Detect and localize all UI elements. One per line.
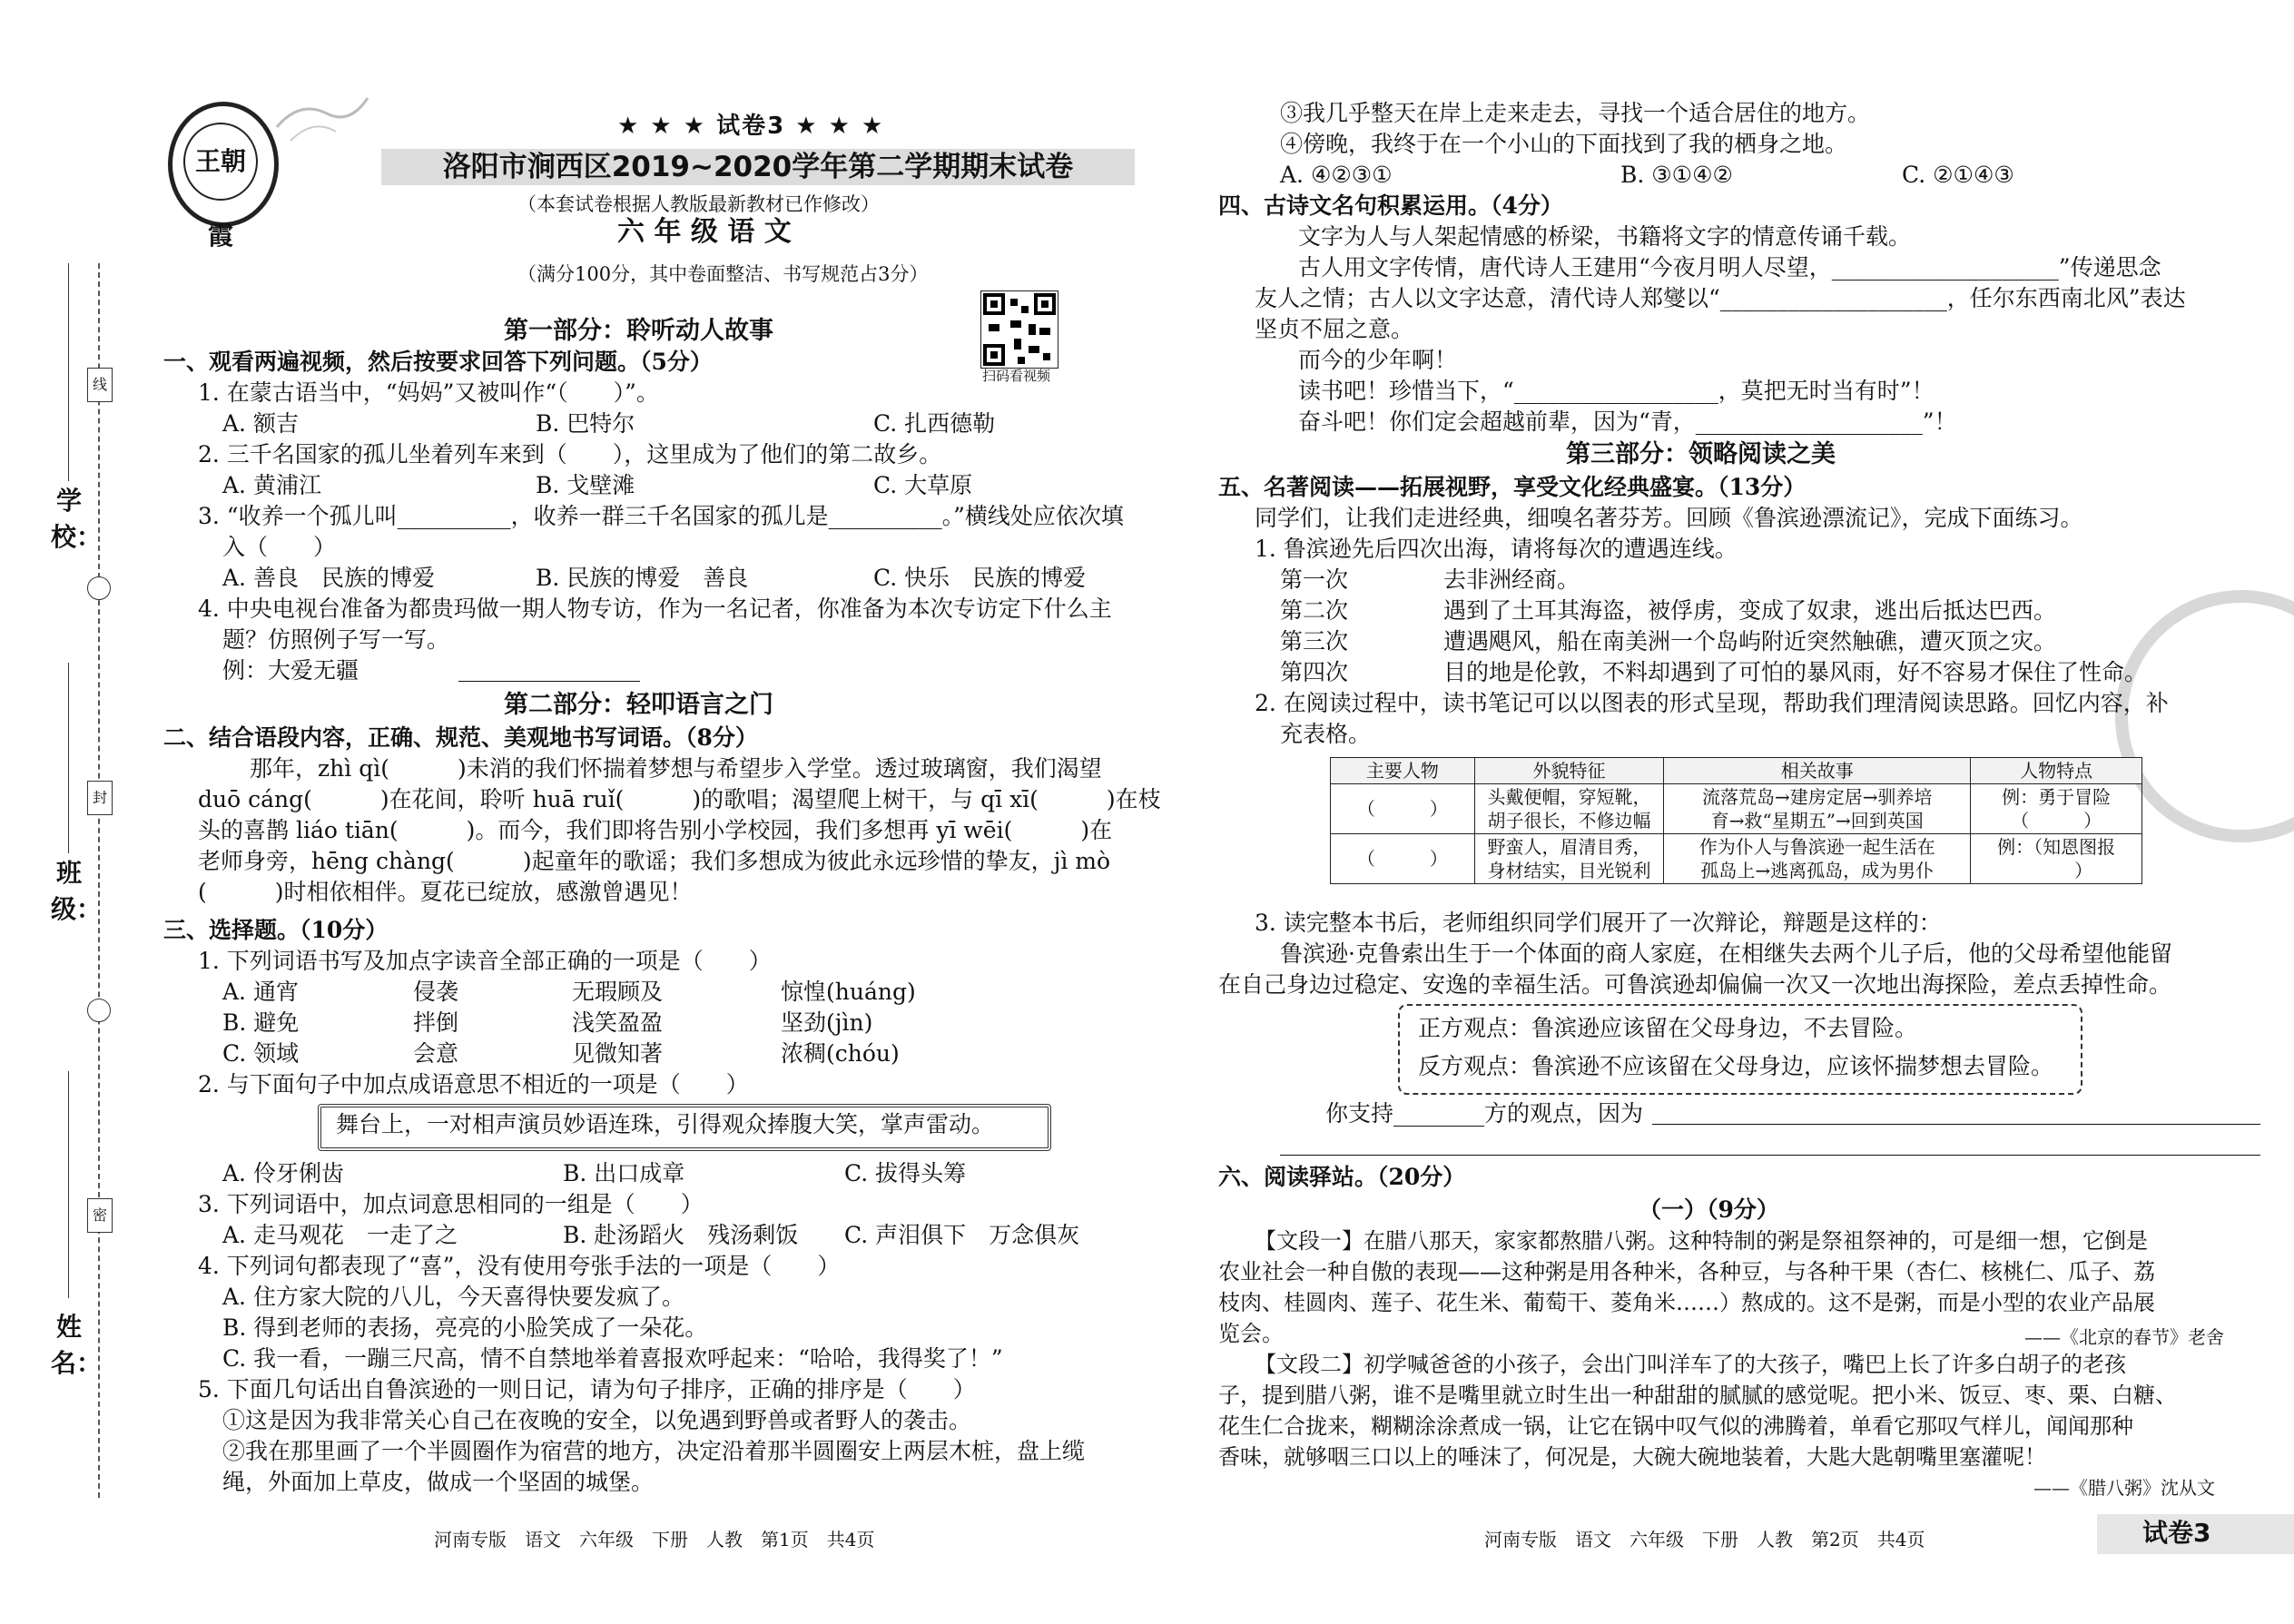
q3-4-option-b[interactable]: B. 得到老师的表扬，亮亮的小脸笑成了一朵花。 [222,1314,708,1341]
q1-2-option-a[interactable]: A. 黄浦江 [222,472,321,498]
q3-1-a-label[interactable]: A. 通宵 [222,979,299,1005]
q4-line-5: 而今的少年啊！ [1298,347,1458,373]
ribbon-decoration-icon [272,91,372,145]
school-label: 学校： [51,486,103,552]
q3-5-option-c[interactable]: C. ②①④③ [1902,162,2014,188]
passage1-line-4: 览会。 [1218,1321,1284,1346]
q5-3-your-view: 你支持________方的观点，因为 [1325,1100,1644,1127]
q3-1-c-word3: 见微知著 [572,1040,664,1067]
q3-4-option-a[interactable]: A. 住方家大院的八儿，今天喜得快要发疯了。 [222,1284,684,1310]
passage1-line-2: 农业社会一种自傲的表现——这种粥是用各种米，各种豆，与各种干果（杏仁、核桃仁、瓜子、荔 [1218,1259,2155,1284]
passage1-line-1: 【文段一】在腊八那天，家家都熬腊八粥。这种特制的粥是祭祖祭神的，可是细一想，它倒是 [1255,1228,2148,1254]
q5-1-stem: 1. 鲁滨逊先后四次出海，请将每次的遭遇连线。 [1255,536,1738,562]
q3-title: 三、选择题。（10分） [163,917,389,943]
name-field-line[interactable] [68,1071,69,1298]
score-note: （满分100分，其中卷面整洁、书写规范占3分） [517,263,929,285]
passage2-line-3: 花生仁合拢来，糊糊涂涂煮成一锅，让它在锅中叹气似的沸腾着，单看它那叹气样儿，闻闻那种 [1218,1413,2133,1439]
q5-intro: 同学们，让我们走进经典，细嗅名著芬芳。回顾《鲁滨逊漂流记》，完成下面练习。 [1255,505,2083,531]
q1-4-stem-cont: 题？仿照例子写一写。 [222,626,450,653]
q5-1-trip-3[interactable]: 第三次 [1280,628,1349,655]
q1-4-example: 例：大爱无疆 [222,657,359,684]
q3-3-option-c[interactable]: C. 声泪俱下 万念俱灰 [844,1222,1080,1248]
q1-3-option-c[interactable]: C. 快乐 民族的博爱 [873,565,1087,591]
binding-circle-icon [87,576,111,600]
q3-3-option-a[interactable]: A. 走马观花 一走了之 [222,1222,458,1248]
q3-2-option-a[interactable]: A. 伶牙俐齿 [222,1160,344,1186]
binding-dashed-line [98,263,100,1498]
table-row [1331,784,2142,834]
class-field-line[interactable] [68,663,69,853]
table-cell-appearance: 野蛮人，眉清目秀， 身材结实，目光锐利 [1474,834,1663,884]
q3-5-sentence-3: ③我几乎整天在岸上走来走去，寻找一个适合居住的地方。 [1280,100,1871,126]
q3-1-b-word2: 拌倒 [413,1009,459,1036]
q5-3-passage-2: 在自己身边过稳定、安逸的幸福生活。可鲁滨逊却偏偏一次又一次地出海探险，差点丢掉性命。 [1218,971,2172,998]
q1-1-option-c[interactable]: C. 扎西德勒 [873,410,996,437]
passage1-line-3: 枝肉、桂圆肉、莲子、花生米、葡萄干、菱角米……）熬成的。这不是粥，而是小型的农业产品展 [1218,1290,2155,1315]
q3-1-b-word3: 浅笑盈盈 [572,1009,664,1036]
table-header-cell: 相关故事 [1664,758,1971,784]
passage2-line-4: 香味，就够咽三口以上的唾沫了，何况是，大碗大碗地装着，大匙大匙朝嘴里塞灌呢！ [1218,1444,2046,1470]
passage2-source: ——《腊八粥》沈从文 [2033,1477,2215,1499]
school-field-line[interactable] [68,263,69,481]
q3-5-sentence-2: ②我在那里画了一个半圆圈作为宿营的地方，决定沿着那半圆圈安上两层木桩，盘上缆 [222,1438,1086,1464]
qr-code-icon[interactable] [980,290,1058,369]
q3-1-a-word2: 侵袭 [413,979,459,1005]
debate-pro: 正方观点：鲁滨逊应该留在父母身边，不去冒险。 [1418,1015,1918,1041]
q4-line-4: 坚贞不屈之意。 [1255,316,1414,342]
passage1-source: ——《北京的春节》老舍 [2024,1326,2224,1348]
q3-4-stem: 4. 下列词句都表现了“喜”，没有使用夸张手法的一项是（ ） [198,1253,841,1279]
q5-3-answer-line-1[interactable] [1652,1124,2260,1125]
q3-4-option-c[interactable]: C. 我一看，一蹦三尺高，情不自禁地举着喜报欢呼起来：“哈哈，我得奖了！” [222,1345,1003,1372]
q3-1-stem: 1. 下列词语书写及加点字读音全部正确的一项是（ ） [198,948,772,974]
q1-4-answer-line[interactable] [458,681,640,682]
q5-1-event-4[interactable]: 目的地是伦敦，不料却遇到了可怕的暴风雨，好不容易才保住了性命。 [1443,659,2148,685]
q1-3-stem: 3. “收养一个孤儿叫__________，收养一群三千名国家的孤儿是__________。”横线处应依次填 [198,503,1124,529]
q1-1-option-a[interactable]: A. 额吉 [222,410,299,437]
q3-5-sentence-4: ④傍晚，我终于在一个小山的下面找到了我的栖身之地。 [1280,131,1848,157]
q5-3-stem: 3. 读完整本书后，老师组织同学们展开了一次辩论，辩题是这样的： [1255,910,1942,936]
q2-title: 二、结合语段内容，正确、规范、美观地书写词语。（8分） [163,724,758,751]
binding-tag-secret: 密 [87,1198,113,1233]
q5-1-trip-2[interactable]: 第二次 [1280,597,1349,624]
q3-1-b-word4: 坚劲(jìn) [781,1009,873,1036]
q3-3-stem: 3. 下列词语中，加点词意思相同的一组是（ ） [198,1191,704,1217]
q3-3-option-b[interactable]: B. 赴汤蹈火 残汤剩饭 [563,1222,799,1248]
reading-notes-table [1330,757,2142,884]
corner-tag: 试卷3 [2142,1518,2211,1548]
q1-2-stem: 2. 三千名国家的孤儿坐着列车来到（ ），这里成为了他们的第二故乡。 [198,441,942,468]
table-cell-character[interactable]: （ ） [1331,784,1475,834]
q5-1-trip-4[interactable]: 第四次 [1280,659,1349,685]
part1-title: 第一部分：聆听动人故事 [504,317,773,345]
name-label: 姓名： [51,1312,103,1378]
left-footer: 河南专版 语文 六年级 下册 人教 第1页 共4页 [434,1529,875,1550]
q4-line-3: 友人之情；古人以文字达意，清代诗人郑燮以“____________________，任尔东西南北风”表达 [1255,285,2186,311]
q3-1-c-word2: 会意 [413,1040,459,1067]
paper-title: 洛阳市涧西区2019~2020学年第二学期期末试卷 [381,149,1135,185]
table-cell-trait[interactable]: 例：勇于冒险 （ ） [1971,784,2142,834]
q4-line-2: 古人用文字传情，唐代诗人王建用“今夜月明人尽望，____________________”传递思念 [1298,254,2161,281]
q3-2-option-c[interactable]: C. 拔得头筹 [844,1160,967,1186]
binding-tag-line: 线 [87,368,113,402]
q1-1-stem: 1. 在蒙古语当中，“妈妈”又被叫作“（ ）”。 [198,379,659,406]
q3-5-sentence-1: ①这是因为我非常关心自己在夜晚的安全，以免遇到野兽或者野人的袭击。 [222,1407,972,1433]
q1-3-option-b[interactable]: B. 民族的博爱 善良 [536,565,749,591]
q3-5-stem: 5. 下面几句话出自鲁滨逊的一则日记，请为句子排序，正确的排序是（ ） [198,1376,976,1403]
q5-1-event-1[interactable]: 去非洲经商。 [1443,566,1580,593]
right-footer: 河南专版 语文 六年级 下册 人教 第2页 共4页 [1484,1529,1925,1550]
table-header-cell: 主要人物 [1331,758,1475,784]
q1-2-option-c[interactable]: C. 大草原 [873,472,973,498]
q3-5-sentence-2-cont: 绳，外面加上草皮，做成一个坚固的城堡。 [222,1469,655,1495]
q6-title: 六、阅读驿站。（20分） [1218,1164,1466,1190]
paper-tag: ★ ★ ★ 试卷3 ★ ★ ★ [617,113,885,140]
q3-1-a-word3: 无瑕顾及 [572,979,664,1005]
q1-2-option-b[interactable]: B. 戈壁滩 [536,472,635,498]
q5-1-trip-1[interactable]: 第一次 [1280,566,1349,593]
q5-title: 五、名著阅读——拓展视野，享受文化经典盛宴。（13分） [1218,474,1807,500]
logo-emblem [168,102,279,251]
q1-4-stem: 4. 中央电视台准备为都贵玛做一期人物专访，作为一名记者，你准备为本次专访定下什么主 [198,595,1112,622]
q2-line-5: ( )时相依相伴。夏花已绽放，感激曾遇见！ [198,879,693,905]
part3-title: 第三部分：领略阅读之美 [1566,440,1836,468]
table-cell-appearance: 头戴便帽，穿短靴， 胡子很长，不修边幅 [1474,784,1663,834]
part2-title: 第二部分：轻叩语言之门 [504,691,773,719]
q5-3-answer-line-2[interactable] [1280,1155,2260,1156]
table-header-row [1331,758,2142,784]
table-cell-trait[interactable]: 例：（知恩图报 ） [1971,834,2142,884]
right-page [1180,0,2294,1624]
qr-caption: 扫码看视频 [982,368,1051,384]
debate-con: 反方观点：鲁滨逊不应该留在父母身边，应该怀揣梦想去冒险。 [1418,1053,2054,1079]
q5-2-stem: 2. 在阅读过程中，读书笔记可以以图表的形式呈现，帮助我们理清阅读思路。回忆内容，补 [1255,690,2169,716]
q4-title: 四、古诗文名句积累运用。（4分） [1218,192,1563,219]
q3-2-stem: 2. 与下面句子中加点成语意思不相近的一项是（ ） [198,1071,749,1097]
table-cell-story: 流落荒岛→建房定居→驯养培 育→救“星期五”→回到英国 [1664,784,1971,834]
q5-1-event-3[interactable]: 遭遇飓风，船在南美洲一个岛屿附近突然触礁，遭灭顶之灾。 [1443,628,2057,655]
q4-line-7: 奋斗吧！你们定会超越前辈，因为“青，____________________”！ [1298,408,1957,435]
logo-text: 王朝霞 [183,123,258,201]
q1-title: 一、观看两遍视频，然后按要求回答下列问题。（5分） [163,349,713,375]
q2-line-4: 老师身旁，hēng chàng( )起童年的歌谣；我们多想成为彼此永远珍惜的挚友，jì mò [198,848,1111,874]
q5-2-stem-cont: 充表格。 [1280,721,1372,747]
passage2-line-2: 子，提到腊八粥，谁不是嘴里就立时生出一种甜甜的腻腻的感觉呢。把小米、饭豆、枣、栗、白糖、 [1218,1383,2177,1408]
q1-1-option-b[interactable]: B. 巴特尔 [536,410,635,437]
q6-subtitle: （一）（9分） [1639,1196,1779,1223]
subject-title: 六 年 级 语 文 [617,216,792,248]
table-row [1331,834,2142,884]
q1-3-stem-cont: 入（ ） [222,534,337,560]
class-label: 班级： [51,858,103,924]
q1-3-option-a[interactable]: A. 善良 民族的博爱 [222,565,435,591]
binding-circle-icon [87,999,111,1022]
table-cell-character[interactable]: （ ） [1331,834,1475,884]
q5-3-passage-1: 鲁滨逊·克鲁索出生于一个体面的商人家庭，在相继失去两个儿子后，他的父母希望他能留 [1280,940,2172,967]
q2-line-1: 那年，zhì qì( )未消的我们怀揣着梦想与希望步入学堂。透过玻璃窗，我们渴望 [250,755,1102,782]
q4-line-1: 文字为人与人架起情感的桥梁，书籍将文字的情意传诵千载。 [1298,223,1912,250]
q5-1-event-2[interactable]: 遇到了土耳其海盗，被俘虏，变成了奴隶，逃出后抵达巴西。 [1443,597,2057,624]
q3-2-quote: 舞台上，一对相声演员妙语连珠，引得观众捧腹大笑，掌声雷动。 [336,1111,995,1137]
q3-1-a-word4: 惊惶(huáng) [781,979,916,1005]
paper-subtitle: （本套试卷根据人教版最新教材已作修改） [517,193,880,215]
table-cell-story: 作为仆人与鲁滨逊一起生活在 孤岛上→逃离孤岛，成为男仆 [1664,834,1971,884]
table-header-cell: 人物特点 [1971,758,2142,784]
q3-2-option-b[interactable]: B. 出口成章 [563,1160,685,1186]
q3-1-c-word4: 浓稠(chóu) [781,1040,900,1067]
q2-line-2: duō cáng( )在花间，聆听 huā ruǐ( )的歌唱；渴望爬上树干，与 qī xī( )在枝 [198,786,1161,812]
q3-5-option-a[interactable]: A. ④②③① [1280,162,1393,188]
q3-5-option-b[interactable]: B. ③①④② [1620,162,1733,188]
q3-1-b-label[interactable]: B. 避免 [222,1009,300,1036]
q3-1-c-label[interactable]: C. 领域 [222,1040,300,1067]
q4-line-6: 读书吧！珍惜当下，“__________________，莫把无时当有时”！ [1298,378,1935,404]
passage2-line-1: 【文段二】初学喊爸爸的小孩子，会出门叫洋车了的大孩子，嘴巴上长了许多白胡子的老孩 [1255,1352,2126,1377]
binding-tag-seal: 封 [87,781,113,815]
q2-line-3: 头的喜鹊 liáo tiān( )。而今，我们即将告别小学校园，我们多想再 yī wēi( )在 [198,817,1113,843]
table-header-cell: 外貌特征 [1474,758,1663,784]
